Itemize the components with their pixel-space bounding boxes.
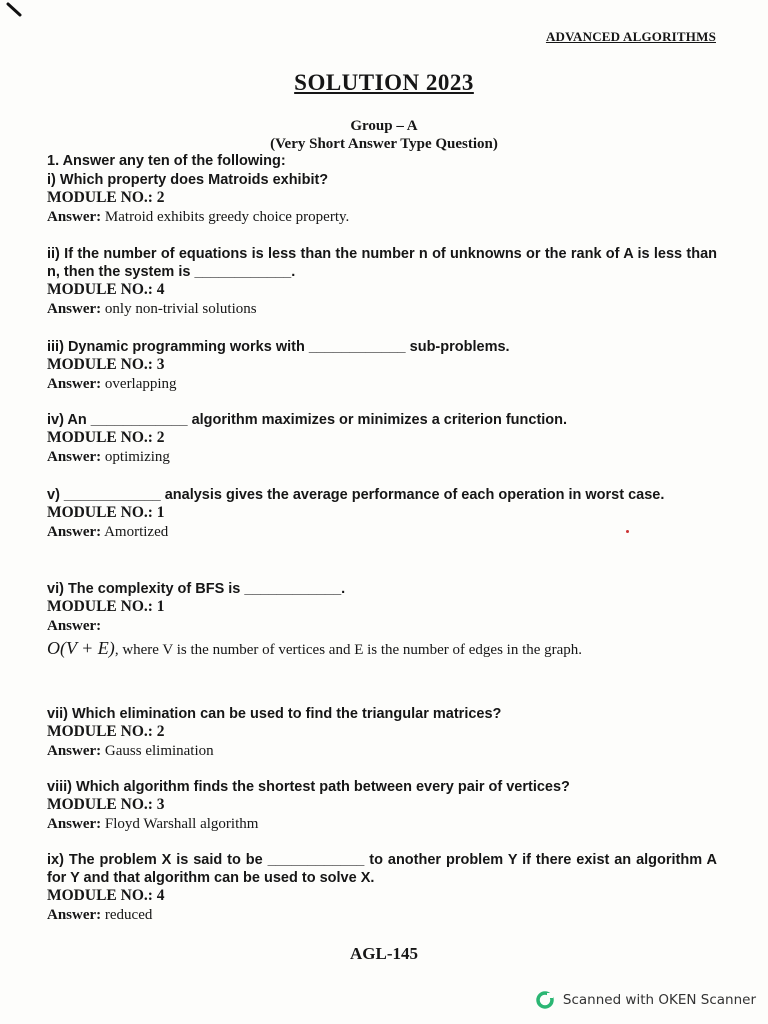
answer xyxy=(47,522,717,542)
question-text: ix) The problem X is said to be ____________ to another problem Y if there exist an algorithm A for Y and that algorithm can be used to solve X. xyxy=(47,852,717,886)
page-title: SOLUTION 2023 xyxy=(294,70,474,95)
scanner-watermark xyxy=(535,990,756,1010)
answer-text: reduced xyxy=(101,907,153,923)
answer-label: Answer: xyxy=(47,376,102,392)
scanner-text: Scanned with OKEN Scanner xyxy=(562,992,756,1008)
question-block xyxy=(47,486,717,542)
question-text: v) ____________ analysis gives the average performance of each operation in worst case. xyxy=(47,487,665,503)
question-block xyxy=(47,411,717,467)
question-block xyxy=(47,171,717,227)
question-text: i) Which property does Matroids exhibit? xyxy=(47,172,329,188)
question-block xyxy=(47,580,717,662)
module-number: MODULE NO.: 2 xyxy=(47,429,165,446)
answer xyxy=(47,741,717,761)
module-number: MODULE NO.: 1 xyxy=(47,598,165,615)
answer-label: Answer: xyxy=(47,301,102,317)
instruction: 1. Answer any ten of the following: xyxy=(47,153,286,169)
question-text: iv) An ____________ algorithm maximizes or minimizes a criterion function. xyxy=(47,412,568,428)
answer-label: Answer: xyxy=(47,907,102,923)
page-code: AGL-145 xyxy=(350,944,418,963)
answer-text: , where V is the number of vertices and E is the number of edges in the graph. xyxy=(114,642,583,658)
answer-label-line xyxy=(47,616,717,636)
question-block xyxy=(47,705,717,761)
question-text: vii) Which elimination can be used to find the triangular matrices? xyxy=(47,706,502,722)
answer-label: Answer: xyxy=(47,209,102,225)
answer-label: Answer: xyxy=(47,618,102,634)
module-number: MODULE NO.: 1 xyxy=(47,504,165,521)
answer xyxy=(47,299,717,319)
question-text: iii) Dynamic programming works with ____________ sub-problems. xyxy=(47,339,510,355)
module-number: MODULE NO.: 2 xyxy=(47,189,165,206)
answer-label: Answer: xyxy=(47,816,102,832)
answer xyxy=(47,207,717,227)
answer-text: Amortized xyxy=(101,524,169,540)
answer xyxy=(47,447,717,467)
complexity-formula: O(V + E) xyxy=(47,638,115,658)
answer-text: Matroid exhibits greedy choice property. xyxy=(101,209,350,225)
question-block xyxy=(47,778,717,834)
answer xyxy=(47,374,717,394)
answer xyxy=(47,636,717,662)
answer xyxy=(47,814,717,834)
scanner-logo-icon xyxy=(535,990,555,1010)
question-text: ii) If the number of equations is less than the number n of unknowns or the rank of A is less than n, then the system is ____________. xyxy=(47,246,717,280)
group-subtitle: (Very Short Answer Type Question) xyxy=(270,136,498,152)
corner-mark-icon xyxy=(6,2,24,18)
answer-text: Gauss elimination xyxy=(101,743,214,759)
question-block xyxy=(47,245,717,319)
answer-text: Floyd Warshall algorithm xyxy=(101,816,259,832)
answer-label: Answer: xyxy=(47,743,102,759)
module-number: MODULE NO.: 3 xyxy=(47,356,165,373)
answer-text: optimizing xyxy=(101,449,170,465)
question-text: viii) Which algorithm finds the shortest path between every pair of vertices? xyxy=(47,779,570,795)
answer-text: overlapping xyxy=(101,376,177,392)
answer-label: Answer: xyxy=(47,449,102,465)
module-number: MODULE NO.: 2 xyxy=(47,723,165,740)
group-title: Group – A xyxy=(350,118,418,134)
question-block xyxy=(47,338,717,394)
module-number: MODULE NO.: 3 xyxy=(47,796,165,813)
module-number: MODULE NO.: 4 xyxy=(47,887,165,904)
subject-header: ADVANCED ALGORITHMS xyxy=(545,29,716,44)
question-text: vi) The complexity of BFS is ____________. xyxy=(47,581,346,597)
answer xyxy=(47,905,717,925)
answer-text: only non-trivial solutions xyxy=(101,301,257,317)
ink-speck xyxy=(626,530,629,533)
answer-label: Answer: xyxy=(47,524,102,540)
question-block xyxy=(47,851,717,925)
module-number: MODULE NO.: 4 xyxy=(47,281,165,298)
